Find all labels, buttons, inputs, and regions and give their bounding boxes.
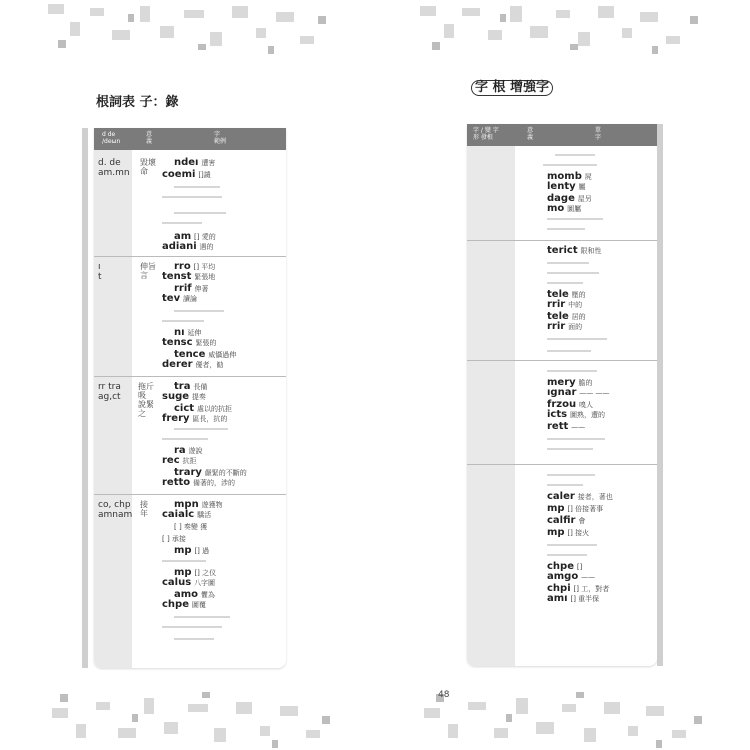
gloss: 面的 <box>568 323 583 331</box>
right-row2-item8 <box>547 322 582 332</box>
left-row2-item10 <box>162 360 223 370</box>
word: caler <box>547 491 575 502</box>
word: nı <box>174 327 185 338</box>
confetti-pattern-bottom <box>0 688 750 750</box>
gloss: 備著的，涉的 <box>193 479 236 487</box>
gloss: 伸著 <box>194 285 209 293</box>
faint-line <box>174 638 214 640</box>
gloss: 遇的 <box>199 243 214 251</box>
faint-line <box>547 262 589 264</box>
word: chpe <box>162 599 189 610</box>
right-heading-badge: 字 根 增強字 <box>471 80 553 96</box>
row-separator <box>94 494 286 495</box>
faint-line <box>547 438 605 440</box>
word: terict <box>547 245 578 256</box>
right-row4-item4 <box>547 504 603 514</box>
word: rrif <box>174 283 192 294</box>
gloss: 長備 <box>193 383 208 391</box>
right-row3-item5 <box>547 410 605 420</box>
gloss: 屬 <box>578 183 586 191</box>
gloss: —— <box>581 573 596 581</box>
word: tensc <box>162 337 193 348</box>
faint-line <box>547 282 583 284</box>
right-header-col-meaning: 意 義 <box>527 127 534 141</box>
word: suge <box>162 391 190 402</box>
row-separator <box>94 376 286 377</box>
left-row4-item10 <box>162 600 206 610</box>
left-row4-meaning: 接 年 <box>140 500 148 518</box>
word: amı <box>547 593 568 604</box>
gloss: [] 過 <box>194 547 210 555</box>
left-row3-item4 <box>162 414 227 424</box>
left-row1-meaning: 毀壞 命 <box>140 158 156 176</box>
gloss: 圖熟，遭的 <box>569 411 605 419</box>
left-header-col-examples: 字 範例 <box>214 131 227 145</box>
gloss: [ ] 奏變 獲 <box>174 523 208 531</box>
left-page <box>0 62 375 688</box>
bottom-decorative-band <box>0 688 750 750</box>
left-row3-root: rr tra ag,ct <box>98 382 121 402</box>
gloss: 懼為 <box>200 591 215 599</box>
faint-line <box>547 228 585 230</box>
left-row2-item4 <box>162 294 197 304</box>
word: ra <box>174 445 186 456</box>
gloss: 提奏 <box>191 393 206 401</box>
gloss: 優者，勧 <box>195 361 224 369</box>
faint-line <box>547 448 593 450</box>
faint-line <box>547 338 607 340</box>
left-row2-item2 <box>162 272 215 282</box>
left-table-header <box>94 128 286 150</box>
left-row4-item2 <box>162 510 211 520</box>
left-page-side-tab <box>82 128 88 668</box>
word: chpi <box>547 583 571 594</box>
gloss: 遭害 <box>201 159 216 167</box>
right-row3-item3 <box>547 388 610 398</box>
right-header-col-root: 字 / 變 字 形 發根 <box>473 127 499 141</box>
left-row1-item7 <box>162 242 214 252</box>
left-row2-meaning: 伸旨 言 <box>140 262 156 280</box>
faint-line <box>162 438 208 440</box>
left-header-col-root: d de /deωn <box>102 131 121 145</box>
gloss: 抗拒 <box>182 457 197 465</box>
faint-line <box>162 626 222 628</box>
gloss: 嗅人 <box>578 401 593 409</box>
faint-line <box>547 554 587 556</box>
faint-line <box>555 154 595 156</box>
gloss: 中的 <box>568 301 583 309</box>
faint-line <box>174 212 226 214</box>
row-separator <box>94 256 286 257</box>
word: momb <box>547 171 582 182</box>
left-row4-root: co, chp amnam <box>98 500 133 520</box>
word: mery <box>547 377 576 388</box>
word: mp <box>547 503 565 514</box>
right-row4-item5 <box>547 516 585 526</box>
faint-line <box>174 428 228 430</box>
word: frery <box>162 413 190 424</box>
word: icts <box>547 409 568 420</box>
word: cict <box>174 403 195 414</box>
gloss: 居的 <box>571 313 586 321</box>
gloss: 接者，著也 <box>577 493 613 501</box>
left-row1-item2 <box>162 170 211 180</box>
word: am <box>174 231 192 242</box>
right-row3-item6 <box>547 422 585 432</box>
gloss: 遊獲物 <box>201 501 223 509</box>
word: tra <box>174 381 191 392</box>
word: coemi <box>162 169 196 180</box>
gloss: 遊說 <box>188 447 203 455</box>
left-row1-root: d. de am.mn <box>98 158 130 178</box>
left-row2-root: ı t <box>98 262 102 282</box>
left-row2-item8 <box>162 338 216 348</box>
gloss: 延伸 <box>187 329 202 337</box>
confetti-pattern-top <box>0 0 750 62</box>
gloss: [] <box>576 563 583 571</box>
left-header-col-meaning: 意 義 <box>146 131 153 145</box>
gloss: [] 重半保 <box>570 595 600 603</box>
word: rrir <box>547 299 566 310</box>
right-root-table <box>467 124 657 666</box>
left-row4-item8 <box>162 578 215 588</box>
word: amo <box>174 589 199 600</box>
right-page-number: 48 <box>438 690 450 700</box>
faint-line <box>547 218 603 220</box>
gloss: 驕活 <box>197 511 212 519</box>
word: rrir <box>547 321 566 332</box>
faint-line <box>547 474 595 476</box>
word: tev <box>162 293 181 304</box>
right-row2-item1 <box>547 246 602 256</box>
gloss: 區長，抗的 <box>192 415 228 423</box>
gloss: [] 愛的 <box>194 233 216 241</box>
word: mp <box>547 527 565 538</box>
right-page <box>375 62 750 688</box>
gloss: 威懾過伸 <box>208 351 237 359</box>
word: mo <box>547 203 565 214</box>
word: dage <box>547 193 575 204</box>
left-root-table <box>94 128 286 668</box>
word: tence <box>174 349 206 360</box>
gloss: —— <box>571 423 586 431</box>
word: mp <box>174 567 192 578</box>
right-table-header <box>467 124 657 146</box>
word: rro <box>174 261 191 272</box>
word: amgo <box>547 571 579 582</box>
gloss: 處以的抗拒 <box>196 405 232 413</box>
right-root-column-bg <box>467 146 515 666</box>
left-row4-item3 <box>174 522 207 532</box>
gloss: 壓的 <box>571 291 586 299</box>
faint-line <box>547 370 597 372</box>
faint-line <box>174 310 224 312</box>
left-root-column-bg <box>94 150 132 668</box>
left-row3-item10 <box>162 478 235 488</box>
row-separator <box>467 360 657 361</box>
gloss: [] 接火 <box>567 529 590 537</box>
right-row4-item3 <box>547 492 613 502</box>
right-row4-item12 <box>547 594 599 604</box>
gloss: 圖覆 <box>191 601 206 609</box>
word: frzou <box>547 399 577 410</box>
right-row4-item10 <box>547 572 595 582</box>
word: chpe <box>547 561 574 572</box>
left-row4-item4 <box>162 534 186 544</box>
left-row3-item8 <box>162 456 197 466</box>
right-row2-item6 <box>547 300 582 310</box>
top-decorative-band <box>0 0 750 62</box>
faint-line <box>174 616 230 618</box>
gloss: —— —— <box>579 389 610 397</box>
right-page-heading <box>471 80 553 96</box>
faint-line <box>543 164 597 166</box>
word: mpn <box>174 499 199 510</box>
gloss: 緊張地 <box>194 273 216 281</box>
gloss: 屍 <box>584 173 592 181</box>
left-page-heading <box>96 96 179 110</box>
word: ndeı <box>174 157 199 168</box>
faint-line <box>174 186 220 188</box>
word: tenst <box>162 271 192 282</box>
gloss: [] 平均 <box>193 263 216 271</box>
word: caialc <box>162 509 195 520</box>
gloss: [] 倍接著事 <box>567 505 604 513</box>
gloss: [] 工，對者 <box>573 585 610 593</box>
row-separator <box>467 464 657 465</box>
gloss: 八字圖 <box>194 579 216 587</box>
faint-line <box>162 196 222 198</box>
faint-line <box>162 222 202 224</box>
left-row1-item1 <box>174 158 215 168</box>
word: adiani <box>162 241 197 252</box>
gloss: [ ] 承接 <box>162 535 186 543</box>
gloss: 讀論 <box>182 295 197 303</box>
row-separator <box>467 240 657 241</box>
word: rec <box>162 455 180 466</box>
word: calus <box>162 577 192 588</box>
gloss: 會 <box>578 517 586 525</box>
word: lenty <box>547 181 576 192</box>
gloss: []譴 <box>198 171 211 179</box>
faint-line <box>547 350 591 352</box>
right-row1-item6 <box>547 204 581 214</box>
right-row4-item6 <box>547 528 589 538</box>
word: calfir <box>547 515 576 526</box>
left-row4-item5 <box>174 546 209 556</box>
right-row1-item4 <box>547 182 586 192</box>
faint-line <box>547 544 597 546</box>
right-page-side-tab <box>657 124 663 666</box>
gloss: 膽的 <box>578 379 593 387</box>
gloss: 限和性 <box>580 247 602 255</box>
word: derer <box>162 359 193 370</box>
gloss: 圖屬 <box>567 205 582 213</box>
word: tele <box>547 311 569 322</box>
word: trary <box>174 467 202 478</box>
gloss: 屋另 <box>577 195 592 203</box>
faint-line <box>162 560 206 562</box>
gloss: [] 之仪 <box>194 569 217 577</box>
right-header-col-words: 單 字 <box>595 127 602 141</box>
gloss: 緊張的 <box>195 339 217 347</box>
left-row3-item2 <box>162 392 206 402</box>
word: mp <box>174 545 192 556</box>
left-row3-meaning: 拖斤 吸 說緊 之 <box>138 382 154 418</box>
faint-line <box>547 272 599 274</box>
word: tele <box>547 289 569 300</box>
word: retto <box>162 477 191 488</box>
gloss: 嚴緊的不斷的 <box>204 469 247 477</box>
word: rett <box>547 421 569 432</box>
left-heading-text: 根詞表 子：錄 <box>96 95 179 110</box>
faint-line <box>547 484 583 486</box>
faint-line <box>162 320 204 322</box>
word: ıgnar <box>547 387 577 398</box>
